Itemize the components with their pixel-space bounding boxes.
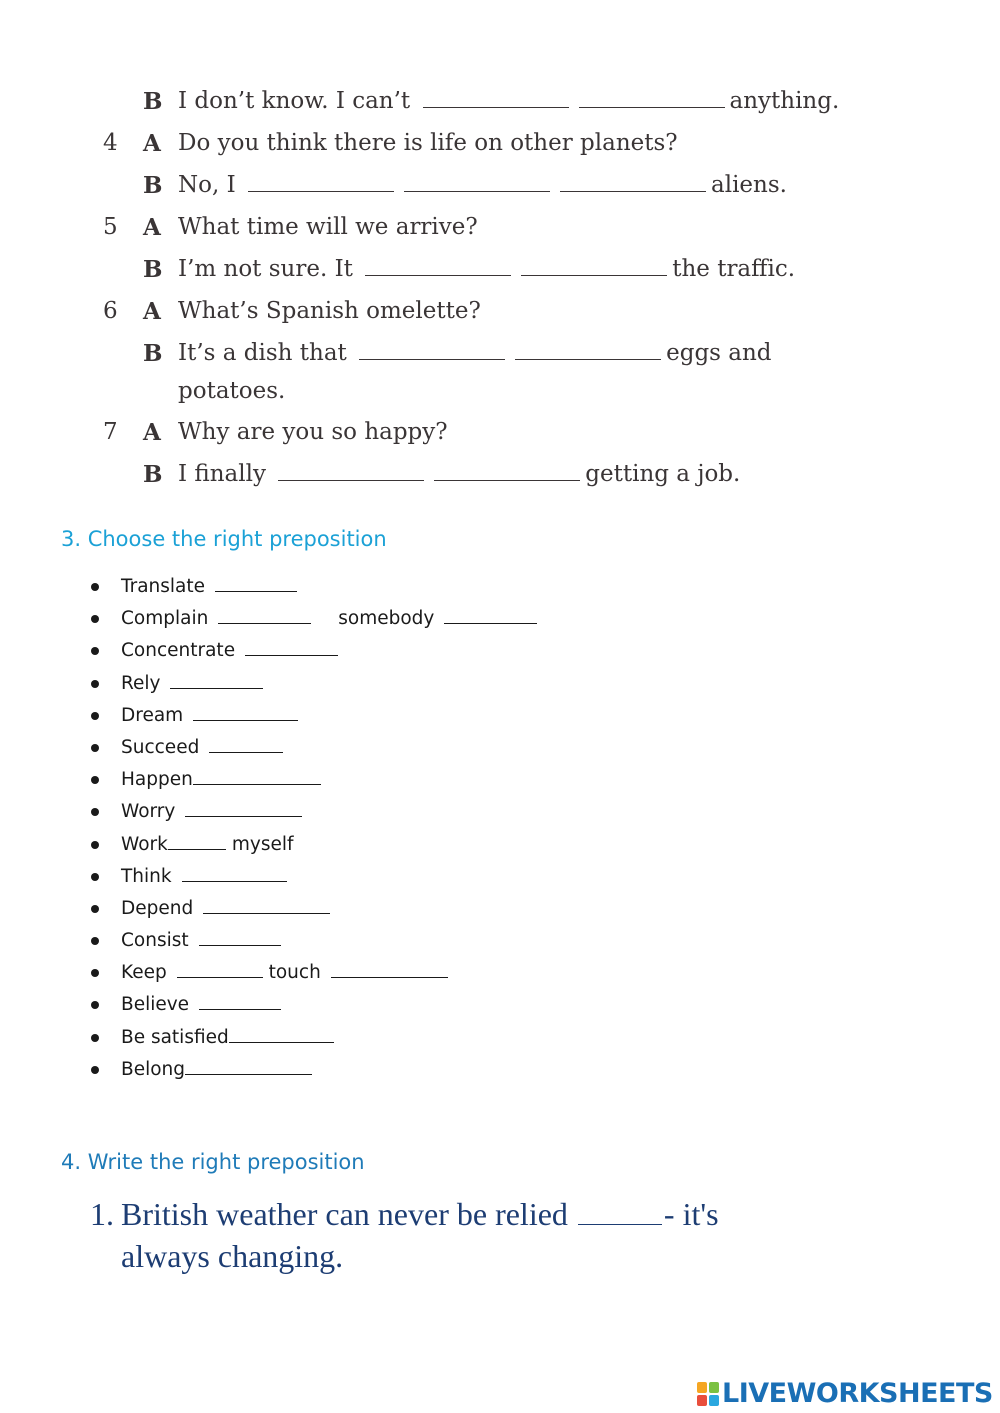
list-item xyxy=(0,638,1000,670)
dialogue-text-after: anything. xyxy=(729,88,840,114)
dialogue-line xyxy=(0,172,1000,212)
answer-blank[interactable] xyxy=(248,190,394,192)
bullet-icon xyxy=(91,712,99,720)
list-item-content xyxy=(121,608,537,629)
preposition-list xyxy=(0,574,1000,1089)
speaker-label: A xyxy=(143,298,161,325)
list-item xyxy=(0,671,1000,703)
speaker-label: A xyxy=(143,130,161,157)
dialogue-text-before: I’m not sure. It xyxy=(178,256,353,282)
list-item xyxy=(0,896,1000,928)
dialogue-text-before: What time will we arrive? xyxy=(178,214,478,240)
bullet-icon xyxy=(91,744,99,752)
answer-blank[interactable] xyxy=(199,1008,281,1010)
list-item-content xyxy=(121,705,298,726)
extra-label: touch xyxy=(268,962,321,984)
dialogue-text-before: No, I xyxy=(178,172,236,198)
answer-blank[interactable] xyxy=(193,719,298,721)
brand-name: LIVEWORKSHEETS xyxy=(722,1378,993,1409)
answer-blank[interactable] xyxy=(365,274,511,276)
dialogue-text-after: the traffic. xyxy=(672,256,796,282)
verb-label: Belong xyxy=(121,1058,186,1080)
section-3-heading: 3. Choose the right preposition xyxy=(61,527,387,551)
item-number: 4 xyxy=(103,130,118,156)
answer-blank[interactable] xyxy=(560,190,706,192)
answer-blank[interactable] xyxy=(209,751,283,753)
answer-blank[interactable] xyxy=(278,479,424,481)
list-item xyxy=(0,703,1000,735)
speaker-label: B xyxy=(143,88,163,115)
verb-label: Happen xyxy=(121,769,193,791)
dialogue-line xyxy=(0,130,1000,170)
dialogue-text-before: potatoes. xyxy=(178,378,286,404)
list-item-content xyxy=(121,673,263,694)
list-item-content xyxy=(121,1059,312,1080)
bullet-icon xyxy=(91,615,99,623)
answer-blank[interactable] xyxy=(229,1041,334,1043)
speaker-label: A xyxy=(143,419,161,446)
list-item-content xyxy=(121,640,338,661)
list-item-content xyxy=(121,994,281,1015)
dialogue-text-before: Why are you so happy? xyxy=(178,419,448,445)
dialogue-text xyxy=(178,298,481,324)
dialogue-text xyxy=(178,130,678,156)
dialogue-line xyxy=(0,419,1000,459)
verb-label: Keep xyxy=(121,962,167,984)
answer-blank[interactable] xyxy=(434,479,580,481)
answer-blank[interactable] xyxy=(182,880,287,882)
verb-label: Dream xyxy=(121,704,184,726)
verb-label: Think xyxy=(121,865,172,887)
verb-label: Concentrate xyxy=(121,640,236,662)
list-item-content xyxy=(121,898,330,919)
list-item-content xyxy=(121,737,283,758)
list-item xyxy=(0,928,1000,960)
section-4-heading: 4. Write the right preposition xyxy=(61,1150,365,1174)
dialogue-line xyxy=(0,214,1000,254)
list-item xyxy=(0,767,1000,799)
verb-label: Succeed xyxy=(121,736,200,758)
list-item-content xyxy=(121,1027,334,1048)
bullet-icon xyxy=(91,1034,99,1042)
answer-blank[interactable] xyxy=(578,1223,662,1225)
bullet-icon xyxy=(91,1001,99,1009)
dialogue-text xyxy=(178,378,285,404)
bullet-icon xyxy=(91,969,99,977)
dialogue-text-before: Do you think there is life on other planets? xyxy=(178,130,678,156)
dialogue-text-before: I don’t know. I can’t xyxy=(178,88,411,114)
question-number: 1. xyxy=(90,1196,114,1232)
question-text-after: - it's xyxy=(663,1196,719,1232)
answer-blank[interactable] xyxy=(203,912,330,914)
answer-blank[interactable] xyxy=(331,976,448,978)
answer-blank[interactable] xyxy=(521,274,667,276)
item-number: 7 xyxy=(103,419,118,445)
answer-blank[interactable] xyxy=(185,815,302,817)
answer-blank[interactable] xyxy=(444,622,537,624)
bullet-icon xyxy=(91,1066,99,1074)
answer-blank[interactable] xyxy=(515,358,661,360)
dialogue-line xyxy=(0,256,1000,296)
dialogue-text-after: aliens. xyxy=(711,172,787,198)
answer-blank[interactable] xyxy=(170,687,263,689)
answer-blank[interactable] xyxy=(423,106,569,108)
list-item-content xyxy=(121,962,448,983)
dialogue-text-after: getting a job. xyxy=(585,461,741,487)
verb-label: Consist xyxy=(121,930,189,952)
dialogue-line xyxy=(0,378,1000,418)
verb-label: Complain xyxy=(121,608,209,630)
dialogue-text xyxy=(178,214,478,240)
dialogue-line xyxy=(0,461,1000,501)
dialogue-text xyxy=(178,88,839,114)
list-item xyxy=(0,832,1000,864)
verb-label: Translate xyxy=(121,576,205,597)
question-text xyxy=(121,1193,719,1235)
list-item xyxy=(0,864,1000,896)
item-number: 6 xyxy=(103,298,118,324)
speaker-label: B xyxy=(143,461,163,488)
bullet-icon xyxy=(91,583,99,591)
bullet-icon xyxy=(91,841,99,849)
answer-blank[interactable] xyxy=(193,783,321,785)
verb-label: Depend xyxy=(121,897,194,919)
dialogue-text-before: It’s a dish that xyxy=(178,340,347,366)
speaker-label: A xyxy=(143,214,161,241)
list-item xyxy=(0,574,1000,606)
list-item xyxy=(0,992,1000,1024)
answer-blank[interactable] xyxy=(579,106,725,108)
bullet-icon xyxy=(91,873,99,881)
answer-blank[interactable] xyxy=(177,976,263,978)
bullet-icon xyxy=(91,808,99,816)
extra-label: myself xyxy=(231,833,294,855)
speaker-label: B xyxy=(143,172,163,199)
answer-blank[interactable] xyxy=(215,590,297,592)
dialogue-text-before: I finally xyxy=(178,461,266,487)
liveworksheets-logo[interactable] xyxy=(697,1377,997,1411)
dialogue-line xyxy=(0,298,1000,338)
list-item-content xyxy=(121,576,297,597)
list-item-content xyxy=(121,834,294,855)
verb-label: Work xyxy=(121,833,168,855)
bullet-icon xyxy=(91,647,99,655)
dialogue-text-before: What’s Spanish omelette? xyxy=(178,298,481,324)
dialogue-text xyxy=(178,419,448,445)
dialogue-text xyxy=(178,461,740,487)
question-text-line2: always changing. xyxy=(121,1238,344,1274)
list-item-content xyxy=(121,769,321,790)
answer-blank[interactable] xyxy=(245,654,338,656)
verb-label: Be satisfied xyxy=(121,1026,229,1048)
verb-label: Rely xyxy=(121,672,161,694)
answer-blank[interactable] xyxy=(199,944,281,946)
question-text-before: British weather can never be relied xyxy=(121,1196,568,1232)
liveworksheets-logo-icon xyxy=(697,1382,719,1406)
answer-blank[interactable] xyxy=(168,848,226,850)
list-item xyxy=(0,799,1000,831)
list-item xyxy=(0,1057,1000,1089)
list-item-content xyxy=(121,930,281,951)
bullet-icon xyxy=(91,905,99,913)
speaker-label: B xyxy=(143,340,163,367)
answer-blank[interactable] xyxy=(185,1073,312,1075)
list-item-content xyxy=(121,801,302,822)
dialogue-line xyxy=(0,340,1000,380)
dialogue-text xyxy=(178,340,772,366)
list-item xyxy=(0,735,1000,767)
answer-blank[interactable] xyxy=(218,622,311,624)
bullet-icon xyxy=(91,776,99,784)
list-item xyxy=(0,1025,1000,1057)
speaker-label: B xyxy=(143,256,163,283)
list-item-content xyxy=(121,866,287,887)
bullet-icon xyxy=(91,680,99,688)
list-item xyxy=(0,960,1000,992)
dialogue-text xyxy=(178,172,787,198)
dialogue-text xyxy=(178,256,795,282)
verb-label: Believe xyxy=(121,994,190,1016)
extra-label: somebody xyxy=(338,608,435,630)
answer-blank[interactable] xyxy=(404,190,550,192)
bullet-icon xyxy=(91,937,99,945)
list-item xyxy=(0,606,1000,638)
item-number: 5 xyxy=(103,214,118,240)
dialogue-text-after: eggs and xyxy=(666,340,772,366)
answer-blank[interactable] xyxy=(359,358,505,360)
verb-label: Worry xyxy=(121,801,176,823)
dialogue-line xyxy=(0,88,1000,128)
